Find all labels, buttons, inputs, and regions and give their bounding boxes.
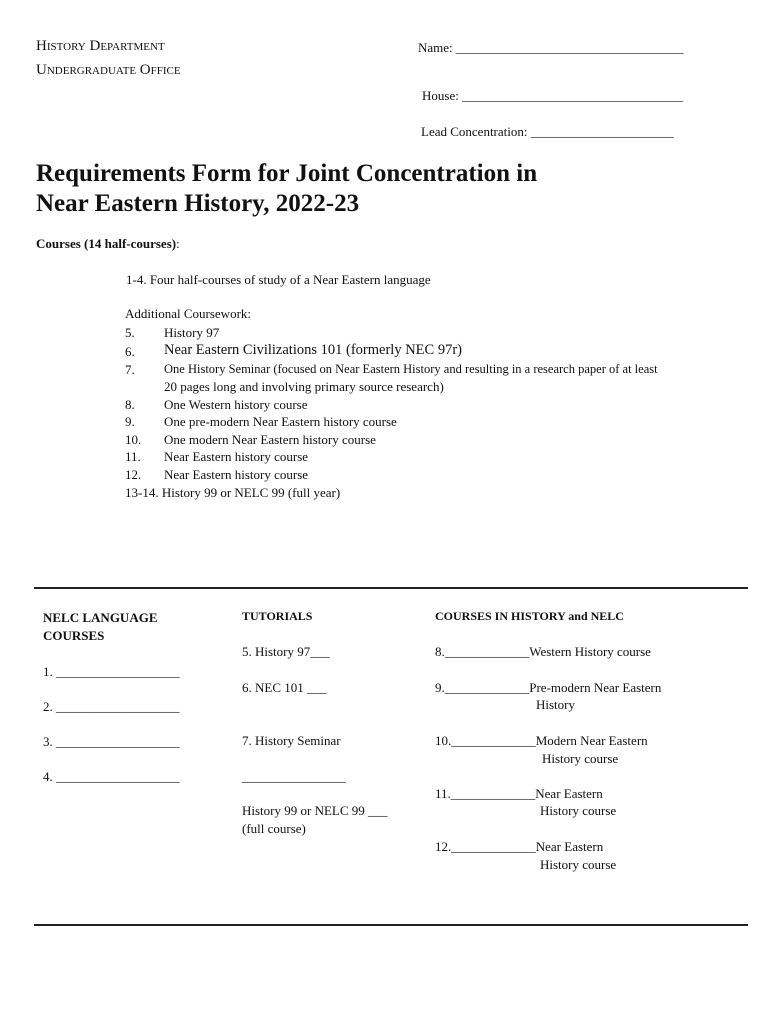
- course-entry-12-continued: History course: [540, 857, 617, 872]
- tutorials-heading: TUTORIALS: [242, 609, 313, 623]
- list-item-continued: 20 pages long and involving primary source research): [164, 379, 444, 394]
- form-title-line2: Near Eastern History, 2022-23: [36, 190, 360, 217]
- lead-concentration-field[interactable]: Lead Concentration: ______________________: [421, 124, 674, 139]
- course-entry-12[interactable]: 12._____________Near Eastern: [435, 839, 604, 854]
- list-item-number: 6.: [125, 344, 135, 359]
- course-entry-8[interactable]: 8._____________Western History course: [435, 644, 651, 659]
- office-name: Undergraduate Office: [36, 62, 181, 78]
- history-99-entry[interactable]: History 99 or NELC 99 ___: [242, 803, 388, 818]
- history-seminar-label: 7. History Seminar: [242, 733, 341, 748]
- list-item: One pre-modern Near Eastern history course: [164, 414, 397, 429]
- course-entry-9[interactable]: 9._____________Pre-modern Near Eastern: [435, 680, 662, 695]
- nelc-language-heading: COURSES: [43, 628, 105, 643]
- table-top-rule: [34, 587, 748, 589]
- courses-heading: Courses (14 half-courses):: [36, 236, 180, 251]
- list-item-number: 10.: [125, 432, 142, 447]
- list-item: One History Seminar (focused on Near Eastern History and resulting in a research paper of at least: [164, 362, 658, 376]
- nelc-language-heading: NELC LANGUAGE: [43, 610, 158, 625]
- list-item: One Western history course: [164, 397, 308, 412]
- language-course-blank[interactable]: 4. ___________________: [43, 769, 180, 784]
- list-item: One modern Near Eastern history course: [164, 432, 376, 447]
- list-item: History 97: [164, 325, 220, 340]
- form-title-line1: Requirements Form for Joint Concentration in: [36, 160, 538, 187]
- nec-101-entry[interactable]: 6. NEC 101 ___: [242, 680, 327, 695]
- list-item: Near Eastern history course: [164, 467, 309, 482]
- course-entry-11-continued: History course: [540, 803, 617, 818]
- additional-coursework-label: Additional Coursework:: [125, 306, 252, 321]
- list-item-number: 11.: [125, 449, 141, 464]
- list-item-number: 12.: [125, 467, 142, 482]
- department-name: History Department: [36, 38, 165, 54]
- course-entry-9-continued: History: [536, 697, 575, 712]
- history-seminar-blank[interactable]: ________________: [242, 769, 346, 784]
- history-99-note: (full course): [242, 821, 306, 836]
- language-requirement: 1-4. Four half-courses of study of a Near Eastern language: [126, 272, 431, 287]
- course-entry-11[interactable]: 11._____________Near Eastern: [435, 786, 603, 801]
- list-item-number: 5.: [125, 325, 135, 340]
- course-entry-10-continued: History course: [542, 751, 619, 766]
- name-field[interactable]: Name: ___________________________________: [418, 40, 684, 55]
- course-entry-10[interactable]: 10._____________Modern Near Eastern: [435, 733, 648, 748]
- language-course-blank[interactable]: 1. ___________________: [43, 664, 180, 679]
- list-item-final: 13-14. History 99 or NELC 99 (full year): [125, 485, 341, 500]
- list-item-number: 9.: [125, 414, 135, 429]
- table-bottom-rule: [34, 924, 748, 926]
- language-course-blank[interactable]: 3. ___________________: [43, 734, 180, 749]
- list-item-number: 7.: [125, 362, 135, 377]
- house-field[interactable]: House: __________________________________: [422, 88, 684, 103]
- courses-history-nelc-heading: COURSES IN HISTORY and NELC: [435, 609, 624, 623]
- language-course-blank[interactable]: 2. ___________________: [43, 699, 180, 714]
- list-item: Near Eastern Civilizations 101 (formerly NEC 97r): [164, 342, 462, 358]
- list-item-number: 8.: [125, 397, 135, 412]
- history-97-entry[interactable]: 5. History 97___: [242, 644, 330, 659]
- list-item: Near Eastern history course: [164, 449, 309, 464]
